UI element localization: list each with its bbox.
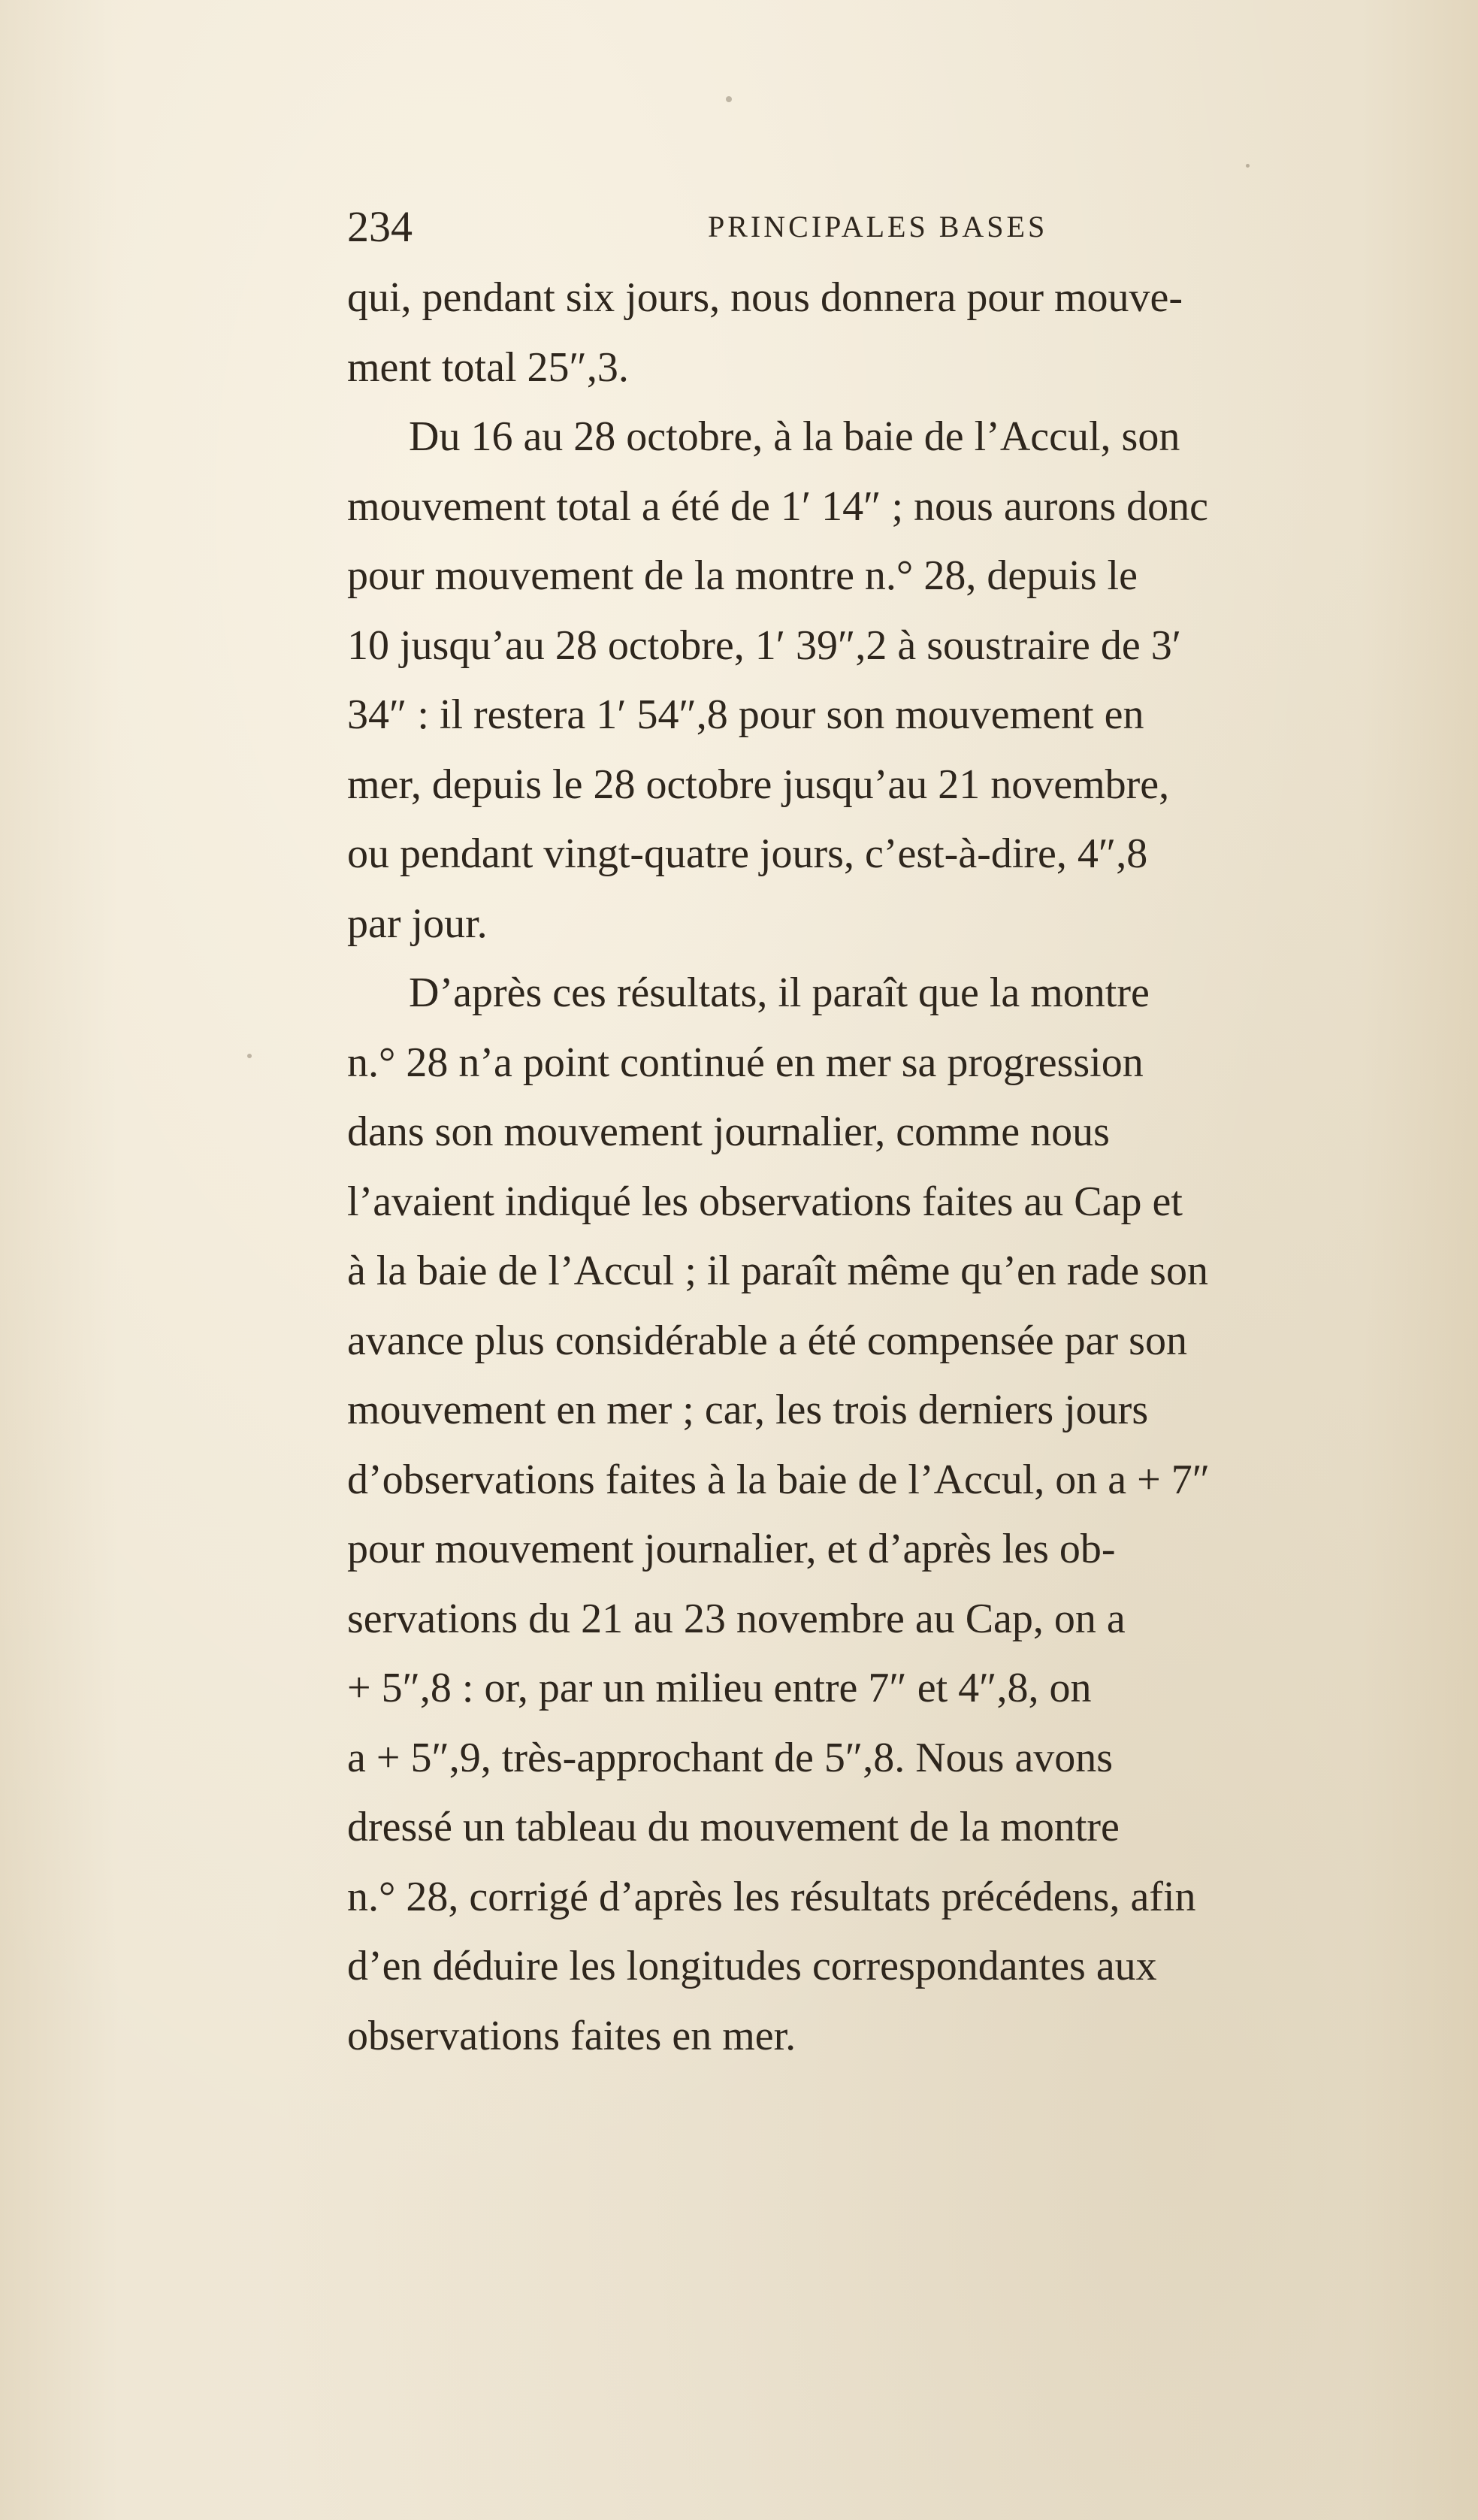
text-line: avance plus considérable a été compensée par son (347, 1317, 1187, 1364)
text-line: dressé un tableau du mouvement de la montre (347, 1804, 1120, 1850)
text-line: à la baie de l’Accul ; il paraît même qu’en rade son (347, 1248, 1208, 1294)
paper-speck (1246, 164, 1250, 168)
text-line: mouvement en mer ; car, les trois derniers jours (347, 1387, 1149, 1433)
text-line: + 5″,8 : or, par un milieu entre 7″ et 4″,8, on (347, 1665, 1092, 1711)
paper-speck (726, 96, 732, 102)
text-line: d’en déduire les longitudes correspondantes aux (347, 1943, 1157, 1989)
text-line: ment total 25″,3. (347, 343, 629, 391)
text-line: a + 5″,9, très-approchant de 5″,8. Nous avons (347, 1734, 1114, 1781)
page-number: 234 (347, 202, 413, 251)
running-title: PRINCIPALES BASES (708, 210, 1048, 244)
text-line: 10 jusqu’au 28 octobre, 1′ 39″,2 à soustraire de 3′ (347, 622, 1182, 669)
text-line: servations du 21 au 23 novembre au Cap, on a (347, 1595, 1126, 1642)
text-line: l’avaient indiqué les observations faites au Cap et (347, 1178, 1183, 1225)
text-line: par jour. (347, 900, 488, 947)
text-line: dans son mouvement journalier, comme nous (347, 1109, 1110, 1155)
text-line: mer, depuis le 28 octobre jusqu’au 21 novembre, (347, 761, 1170, 808)
running-header (347, 197, 1106, 257)
text-line: d’observations faites à la baie de l’Accul, on a + 7″ (347, 1456, 1211, 1503)
text-line: 34″ : il restera 1′ 54″,8 pour son mouvement en (347, 691, 1144, 738)
text-line: D’après ces résultats, il paraît que la montre (409, 970, 1150, 1016)
paper-speck (247, 1054, 252, 1058)
text-line: observations faites en mer. (347, 2012, 796, 2059)
body-text (347, 263, 1444, 2071)
text-line: qui, pendant six jours, nous donnera pour mouve- (347, 274, 1183, 321)
text-line: mouvement total a été de 1′ 14″ ; nous aurons donc (347, 483, 1208, 530)
text-line: n.° 28 n’a point continué en mer sa progression (347, 1039, 1144, 1086)
text-line: pour mouvement journalier, et d’après les ob- (347, 1526, 1116, 1572)
text-line: pour mouvement de la montre n.° 28, depuis le (347, 552, 1138, 599)
text-line: ou pendant vingt-quatre jours, c’est-à-dire, 4″,8 (347, 830, 1148, 877)
text-line: n.° 28, corrigé d’après les résultats précédens, afin (347, 1873, 1196, 1920)
text-line: Du 16 au 28 octobre, à la baie de l’Accul, son (409, 413, 1180, 460)
